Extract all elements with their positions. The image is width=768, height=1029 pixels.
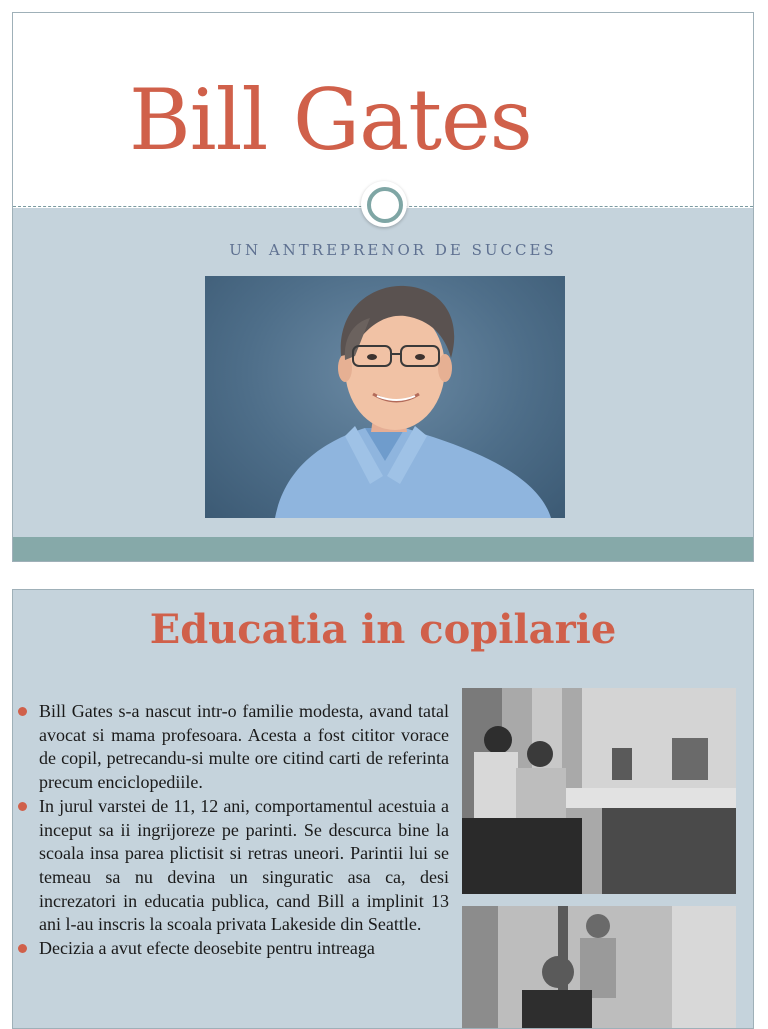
circle-ornament — [361, 181, 407, 227]
footer-bar — [13, 537, 753, 562]
bullet-item — [17, 937, 449, 961]
bullet-list — [17, 700, 449, 961]
bullet-icon — [18, 944, 27, 953]
bullet-text: In jurul varstei de 11, 12 ani, comportamentul acestuia a inceput sa ii ingrijoreze pe parinti. Se descurca bine la scoala insa parea plictisit si retras uneori. Parintii lui se temeau sa nu devina un singuratic asa ca, desi increzatori in educatia publica, cand Bill a implinit 13 ani l-au inscris la scoala privata Lakeside din Seattle. — [39, 795, 449, 935]
bullet-icon — [18, 707, 27, 716]
content-slide — [12, 589, 754, 1029]
bullet-text: Decizia a avut efecte deosebite pentru intreaga — [39, 938, 375, 959]
portrait-photo — [205, 276, 565, 518]
bullet-item — [17, 700, 449, 795]
classroom-photo — [462, 688, 736, 894]
title-slide — [12, 12, 754, 562]
classroom-illustration — [462, 688, 736, 894]
bullet-icon — [18, 802, 27, 811]
circle-ring — [367, 187, 403, 223]
bullet-text: Bill Gates s-a nascut intr-o familie modesta, avand tatal avocat si mama profesoara. Acesta a fost cititor vorace de copil, petrecandu-si multe ore citind carti de referinta precum enciclopediile. — [39, 701, 449, 793]
bullet-item — [17, 795, 449, 937]
portrait-illustration — [205, 276, 565, 518]
slide-subtitle: UN ANTREPRENOR DE SUCCES — [229, 241, 557, 259]
slide-heading: Educatia in copilarie — [149, 606, 617, 653]
teletype-photo — [462, 906, 736, 1029]
slide-title: Bill Gates — [129, 71, 532, 169]
teletype-illustration — [462, 906, 736, 1029]
